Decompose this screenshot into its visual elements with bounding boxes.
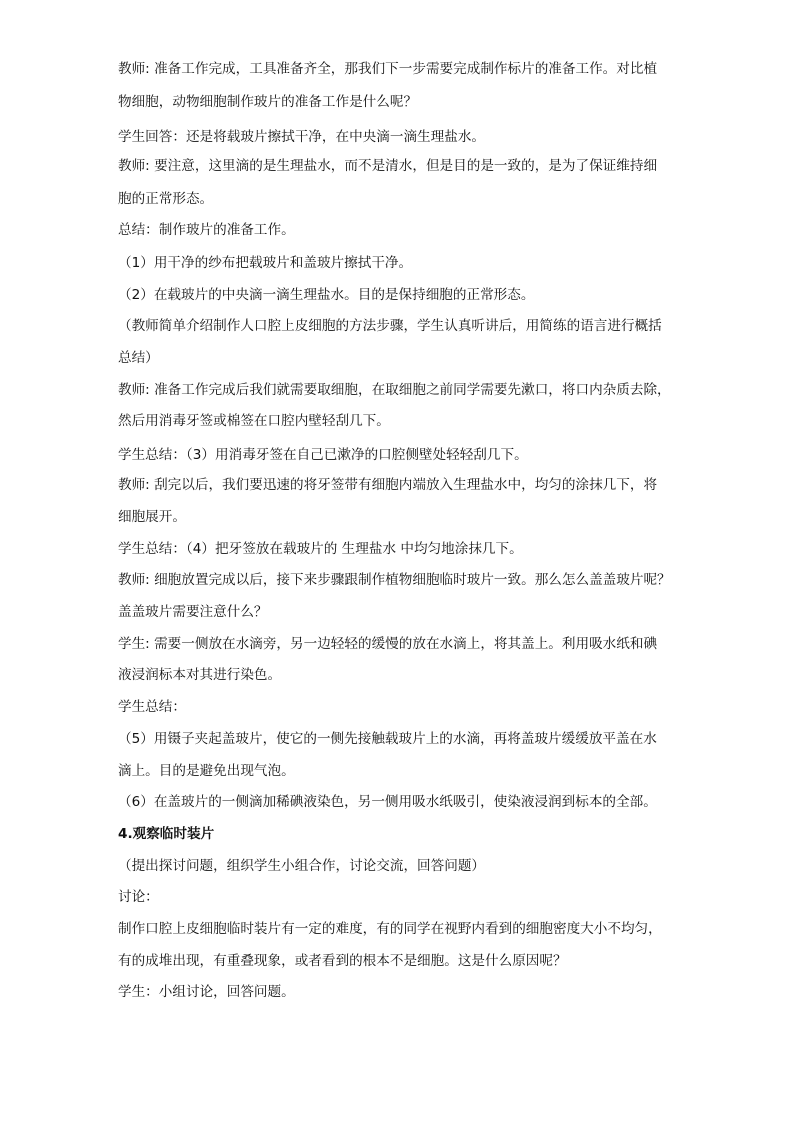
paragraph-line: （1）用干净的纱布把载玻片和盖玻片擦拭干净。: [118, 255, 413, 271]
paragraph-line: 学生回答：还是将载玻片擦拭干净，在中央滴一滴生理盐水。: [118, 129, 486, 145]
paragraph-line: 滴上。目的是避免出现气泡。: [118, 763, 295, 779]
paragraph-line: 教师: 要注意，这里滴的是生理盐水，而不是清水，但是目的是一致的，是为了保证维持细: [118, 158, 658, 174]
paragraph-line: 总结：制作玻片的准备工作。: [118, 222, 295, 238]
paragraph-line: 盖盖玻片需要注意什么？: [118, 604, 268, 620]
paragraph-line: 教师: 细胞放置完成以后，接下来步骤跟制作植物细胞临时玻片一致。那么怎么盖盖玻片呢？: [118, 572, 671, 588]
section-heading: 4.观察临时装片: [118, 826, 215, 842]
paragraph-line: 教师: 准备工作完成，工具准备齐全，那我们下一步需要完成制作标片的准备工作。对比植: [118, 61, 658, 77]
paragraph-line: （5）用镊子夹起盖玻片，使它的一侧先接触载玻片上的水滴，再将盖玻片缓缓放平盖在水: [118, 731, 657, 747]
paragraph-line: 制作口腔上皮细胞临时装片有一定的难度，有的同学在视野内看到的细胞密度大小不均匀，: [118, 921, 662, 937]
paragraph-line: 教师: 准备工作完成后我们就需要取细胞，在取细胞之前同学需要先漱口，将口内杂质去除，: [118, 382, 671, 398]
paragraph-line: 讨论：: [118, 889, 159, 905]
paragraph-line: （2）在载玻片的中央滴一滴生理盐水。目的是保持细胞的正常形态。: [118, 287, 535, 303]
paragraph-line: 液浸润标本对其进行染色。: [118, 667, 282, 683]
paragraph-line: 教师: 刮完以后，我们要迅速的将牙签带有细胞内端放入生理盐水中，均匀的涂抹几下，将: [118, 477, 658, 493]
paragraph-line: 学生总结：（4）把牙签放在载玻片的 生理盐水 中均匀地涂抹几下。: [118, 541, 523, 557]
paragraph-line: （6）在盖玻片的一侧滴加稀碘液染色，另一侧用吸水纸吸引，使染液浸润到标本的全部。: [118, 794, 657, 810]
paragraph-line: 有的成堆出现，有重叠现象，或者看到的根本不是细胞。这是什么原因呢？: [118, 953, 567, 969]
paragraph-line: 学生总结：（3）用消毒牙签在自己已漱净的口腔侧壁处轻轻刮几下。: [118, 447, 528, 463]
paragraph-line: 学生: 需要一侧放在水滴旁，另一边轻轻的缓慢的放在水滴上，将其盖上。利用吸水纸和碘: [118, 636, 658, 652]
paragraph-line: 总结）: [118, 350, 159, 366]
paragraph-line: 物细胞，动物细胞制作玻片的准备工作是什么呢？: [118, 94, 418, 110]
paragraph-line: 然后用消毒牙签或棉签在口腔内壁轻刮几下。: [118, 413, 390, 429]
paragraph-line: 胞的正常形态。: [118, 191, 214, 207]
paragraph-line: （教师简单介绍制作人口腔上皮细胞的方法步骤，学生认真听讲后，用简练的语言进行概括: [118, 318, 662, 334]
paragraph-line: （提出探讨问题，组织学生小组合作，讨论交流，回答问题）: [118, 858, 486, 874]
paragraph-line: 学生：小组讨论，回答问题。: [118, 984, 295, 1000]
paragraph-line: 细胞展开。: [118, 509, 186, 525]
paragraph-line: 学生总结：: [118, 699, 186, 715]
